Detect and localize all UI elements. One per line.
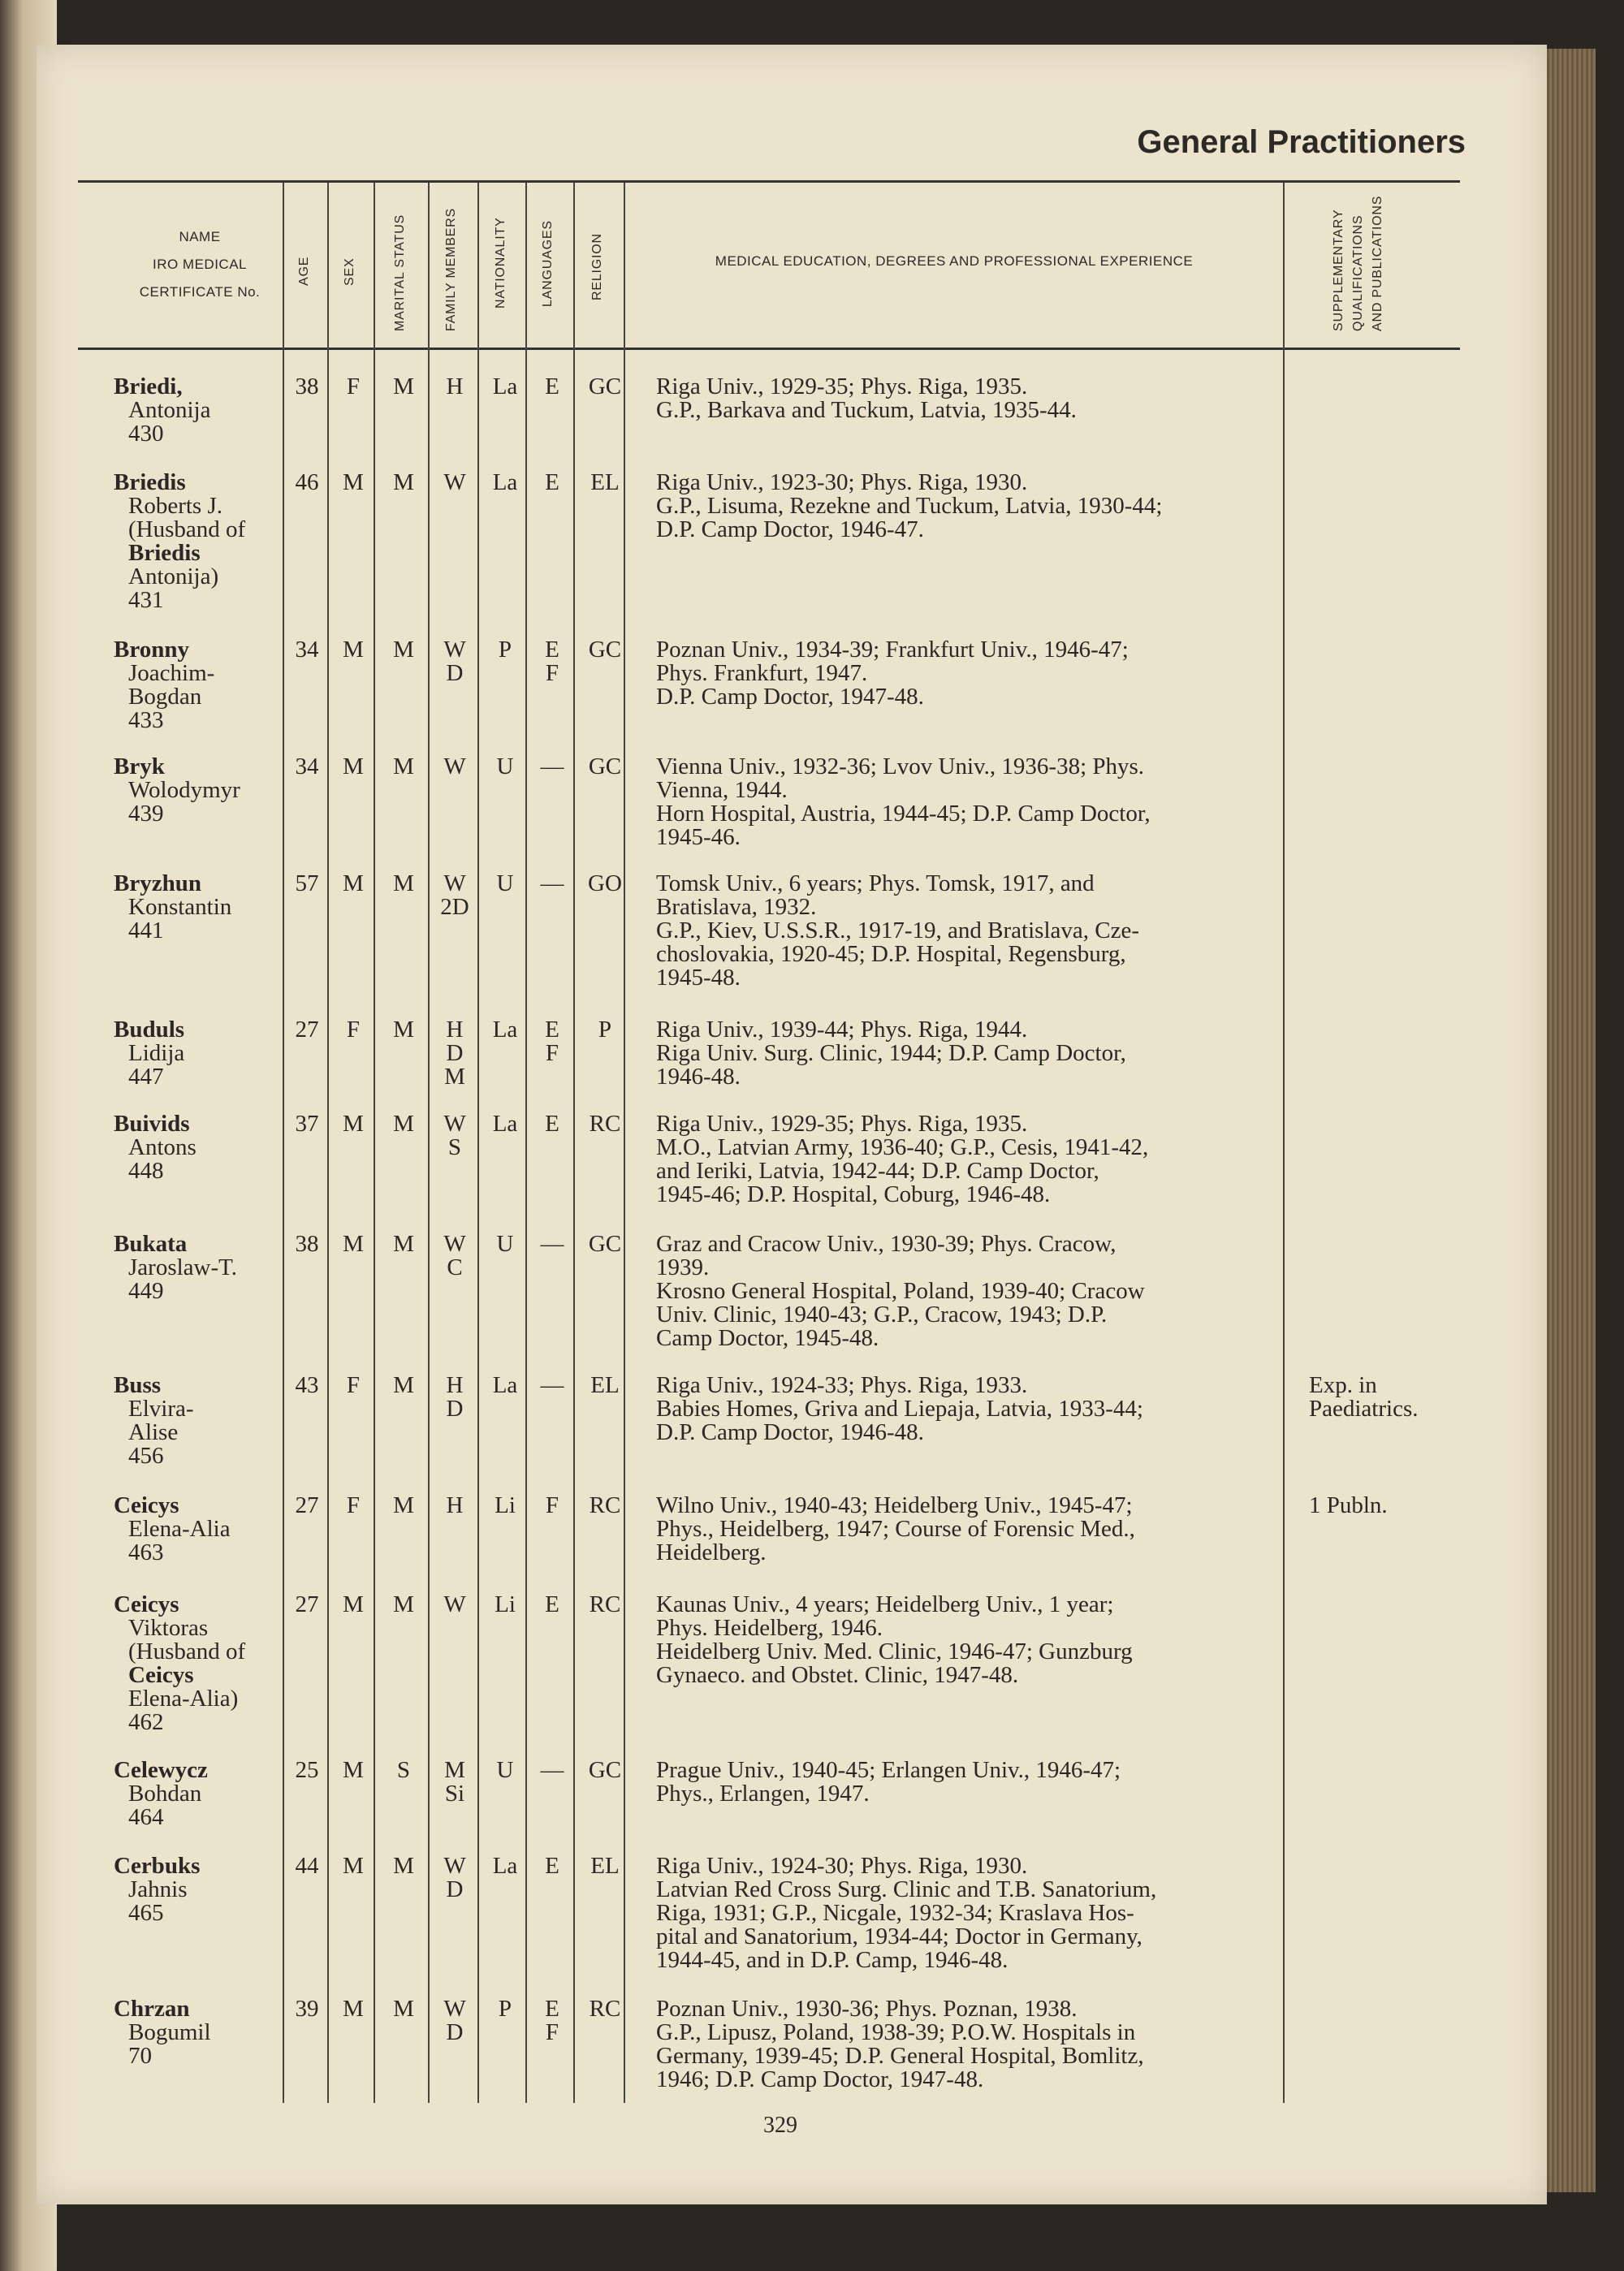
marital-cell: M: [393, 1591, 414, 1617]
surname: Chrzan: [114, 1996, 190, 2022]
family-cell: [430, 1593, 479, 1617]
education-line: Camp Doctor, 1945-48.: [656, 1325, 879, 1351]
sex-cell: F: [346, 373, 361, 399]
education-line: G.P., Lipusz, Poland, 1938-39; P.O.W. Hospitals in: [656, 2019, 1136, 2045]
surname: Celewycz: [114, 1757, 208, 1783]
family-cell: [430, 471, 479, 494]
name-cell: [114, 1759, 292, 1829]
age-cell: 27: [295, 1017, 319, 1043]
family-code: D: [446, 1876, 464, 1902]
language-code: —: [540, 870, 564, 896]
marital-cell: M: [393, 637, 414, 663]
sex-cell: M: [343, 1996, 364, 2022]
header-name-line: CERTIFICATE No.: [139, 284, 261, 300]
age-cell: 34: [295, 637, 319, 663]
header-religion: RELIGION: [590, 233, 604, 300]
education-line: Riga Univ., 1924-33; Phys. Riga, 1933.: [656, 1372, 1028, 1398]
certificate-number: 462: [128, 1709, 164, 1735]
education-line: Poznan Univ., 1934-39; Frankfurt Univ., 1946-47;: [656, 637, 1129, 663]
family-code: D: [446, 1396, 464, 1422]
education-line: Riga Univ., 1929-35; Phys. Riga, 1935.: [656, 1111, 1028, 1137]
given-name: Roberts J.: [128, 493, 222, 519]
name-cell: [114, 471, 292, 612]
age-cell: 46: [295, 469, 319, 495]
family-cell: [430, 1112, 479, 1159]
family-code: W: [443, 870, 466, 896]
age-cell: 39: [295, 1996, 319, 2022]
education-cell: [656, 1494, 1288, 1565]
religion-cell: GC: [588, 373, 622, 399]
sex-cell: M: [343, 753, 364, 779]
header-name-line: IRO MEDICAL: [152, 257, 248, 272]
religion-cell: GO: [588, 870, 622, 896]
header-name-line: NAME: [179, 229, 221, 244]
family-cell: [430, 755, 479, 779]
name-cell: [114, 1854, 292, 1925]
family-cell: [430, 1759, 479, 1806]
family-code: H: [446, 1372, 464, 1398]
family-code: C: [447, 1254, 463, 1280]
nationality-cell: La: [492, 1372, 518, 1398]
marital-cell: M: [393, 1111, 414, 1137]
education-line: Univ. Clinic, 1940-43; G.P., Cracow, 1943; D.P.: [656, 1302, 1108, 1328]
surname: Ceicys: [114, 1492, 179, 1518]
nationality-cell: U: [496, 1757, 514, 1783]
header-supplementary-line: AND PUBLICATIONS: [1371, 195, 1384, 331]
surname: Buss: [114, 1372, 162, 1398]
certificate-number: 464: [128, 1804, 164, 1830]
language-code: F: [545, 2019, 559, 2045]
name-cell: [114, 1374, 292, 1468]
family-code: W: [443, 1853, 466, 1879]
education-line: G.P., Lisuma, Rezekne and Tuckum, Latvia, 1930-44;: [656, 493, 1163, 519]
sex-cell: M: [343, 1591, 364, 1617]
education-line: D.P. Camp Doctor, 1947-48.: [656, 684, 924, 710]
education-line: Riga Univ., 1939-44; Phys. Riga, 1944.: [656, 1017, 1028, 1043]
language-code: E: [545, 637, 559, 663]
marital-cell: M: [393, 1996, 414, 2022]
header-supplementary-line: QUALIFICATIONS: [1351, 214, 1365, 331]
language-code: F: [545, 660, 559, 686]
surname: Bryzhun: [114, 870, 201, 896]
name-cell: [114, 755, 292, 826]
header-nationality: NATIONALITY: [494, 217, 508, 309]
education-line: Riga, 1931; G.P., Nicgale, 1932-34; Kraslava Hos-: [656, 1900, 1134, 1926]
languages-cell: [528, 1374, 577, 1397]
education-line: Heidelberg Univ. Med. Clinic, 1946-47; Gunzburg: [656, 1638, 1133, 1664]
family-code: D: [446, 2019, 464, 2045]
family-code: Si: [444, 1781, 465, 1807]
family-cell: [430, 1018, 479, 1089]
education-cell: [656, 1112, 1288, 1207]
education-line: Krosno General Hospital, Poland, 1939-40; Cracow: [656, 1278, 1145, 1304]
languages-cell: [528, 1593, 577, 1617]
given-name: Bogumil: [128, 2019, 211, 2045]
language-code: —: [540, 1372, 564, 1398]
education-line: Phys., Heidelberg, 1947; Course of Forensic Med.,: [656, 1516, 1135, 1542]
table-header-rule: [78, 348, 1460, 350]
given-name: Antons: [128, 1134, 197, 1160]
education-line: Kaunas Univ., 4 years; Heidelberg Univ., 1 year;: [656, 1591, 1114, 1617]
family-cell: [430, 375, 479, 399]
name-cell: [114, 1494, 292, 1565]
education-line: Heidelberg.: [656, 1539, 767, 1565]
given-name: Alise: [128, 1419, 179, 1445]
language-code: F: [545, 1040, 559, 1066]
sex-cell: M: [343, 1231, 364, 1257]
education-cell: [656, 375, 1288, 422]
family-code: W: [443, 1996, 466, 2022]
given-name: Elvira-: [128, 1396, 194, 1422]
languages-cell: [528, 1112, 577, 1136]
marital-cell: M: [393, 1492, 414, 1518]
surname: Bronny: [114, 637, 189, 663]
nationality-cell: La: [492, 373, 518, 399]
age-cell: 27: [295, 1591, 319, 1617]
languages-cell: [528, 1233, 577, 1256]
language-code: E: [545, 1591, 559, 1617]
education-line: G.P., Kiev, U.S.S.R., 1917-19, and Bratislava, Cze-: [656, 917, 1139, 943]
languages-cell: [528, 1759, 577, 1782]
education-line: Tomsk Univ., 6 years; Phys. Tomsk, 1917, and: [656, 870, 1095, 896]
name-cell: [114, 872, 292, 943]
name-cell: [114, 1593, 292, 1734]
religion-cell: EL: [590, 1372, 620, 1398]
education-line: Latvian Red Cross Surg. Clinic and T.B. Sanatorium,: [656, 1876, 1157, 1902]
name-cell: [114, 638, 292, 732]
sex-cell: F: [346, 1017, 361, 1043]
relation-note: Antonija): [128, 563, 219, 589]
languages-cell: [528, 1494, 577, 1518]
language-code: —: [540, 1231, 564, 1257]
marital-cell: M: [393, 1231, 414, 1257]
given-name: Wolodymyr: [128, 777, 240, 803]
relation-note: Elena-Alia): [128, 1686, 239, 1712]
header-education: MEDICAL EDUCATION, DEGREES AND PROFESSIONAL EXPERIENCE: [715, 253, 1194, 269]
certificate-number: 441: [128, 917, 164, 943]
family-code: W: [443, 637, 466, 663]
marital-cell: M: [393, 753, 414, 779]
certificate-number: 439: [128, 801, 164, 827]
family-code: W: [443, 1111, 466, 1137]
family-code: M: [444, 1064, 465, 1090]
language-code: E: [545, 1017, 559, 1043]
sex-cell: F: [346, 1492, 361, 1518]
header-age: AGE: [297, 256, 311, 286]
family-cell: [430, 1854, 479, 1902]
education-line: Vienna Univ., 1932-36; Lvov Univ., 1936-38; Phys.: [656, 753, 1145, 779]
family-code: W: [443, 469, 466, 495]
languages-cell: [528, 638, 577, 685]
education-line: Phys. Frankfurt, 1947.: [656, 660, 868, 686]
page-stack-edge: [1539, 49, 1596, 2192]
sex-cell: M: [343, 637, 364, 663]
header-name: [78, 219, 322, 310]
supplementary-line: 1 Publn.: [1309, 1492, 1388, 1518]
certificate-number: 448: [128, 1158, 164, 1184]
religion-cell: RC: [589, 1492, 621, 1518]
family-code: 2D: [440, 894, 469, 920]
header-family-members: FAMILY MEMBERS: [444, 208, 458, 331]
education-line: Graz and Cracow Univ., 1930-39; Phys. Cracow,: [656, 1231, 1116, 1257]
education-line: Bratislava, 1932.: [656, 894, 817, 920]
education-line: Germany, 1939-45; D.P. General Hospital, Bomlitz,: [656, 2043, 1144, 2069]
education-cell: [656, 1374, 1288, 1444]
education-line: Babies Homes, Griva and Liepaja, Latvia, 1933-44;: [656, 1396, 1143, 1422]
religion-cell: GC: [588, 1757, 622, 1783]
education-line: 1945-46.: [656, 824, 741, 850]
education-line: 1946; D.P. Camp Doctor, 1947-48.: [656, 2066, 984, 2092]
family-code: M: [444, 1757, 465, 1783]
nationality-cell: P: [498, 637, 512, 663]
family-code: H: [446, 373, 464, 399]
religion-cell: GC: [588, 637, 622, 663]
education-line: D.P. Camp Doctor, 1946-47.: [656, 516, 924, 542]
surname: Briedis: [114, 469, 186, 495]
given-name: Joachim-: [128, 660, 215, 686]
education-line: Phys., Erlangen, 1947.: [656, 1781, 870, 1807]
languages-cell: [528, 375, 577, 399]
nationality-cell: U: [496, 870, 514, 896]
section-title: General Practitioners: [1137, 124, 1466, 160]
religion-cell: P: [598, 1017, 612, 1043]
sex-cell: M: [343, 469, 364, 495]
education-line: Gynaeco. and Obstet. Clinic, 1947-48.: [656, 1662, 1019, 1688]
given-name: Viktoras: [128, 1615, 209, 1641]
education-line: D.P. Camp Doctor, 1946-48.: [656, 1419, 924, 1445]
education-line: and Ieriki, Latvia, 1942-44; D.P. Camp Doctor,: [656, 1158, 1099, 1184]
page-number: 329: [763, 2113, 797, 2138]
age-cell: 38: [295, 373, 319, 399]
education-cell: [656, 1593, 1288, 1687]
surname: Ceicys: [114, 1591, 179, 1617]
marital-cell: M: [393, 1853, 414, 1879]
education-cell: [656, 1233, 1288, 1350]
relation-name: Ceicys: [128, 1662, 194, 1688]
certificate-number: 456: [128, 1443, 164, 1469]
sex-cell: M: [343, 1757, 364, 1783]
family-code: W: [443, 753, 466, 779]
language-code: E: [545, 469, 559, 495]
education-line: Riga Univ., 1923-30; Phys. Riga, 1930.: [656, 469, 1028, 495]
language-code: E: [545, 1111, 559, 1137]
education-line: pital and Sanatorium, 1934-44; Doctor in Germany,: [656, 1923, 1142, 1949]
age-cell: 37: [295, 1111, 319, 1137]
education-cell: [656, 872, 1288, 990]
marital-cell: M: [393, 469, 414, 495]
marital-cell: M: [393, 1372, 414, 1398]
relation-note: (Husband of: [128, 516, 246, 542]
header-sex: SEX: [343, 257, 356, 286]
education-cell: [656, 1997, 1288, 2092]
education-cell: [656, 1854, 1288, 1972]
family-cell: [430, 638, 479, 685]
religion-cell: RC: [589, 1111, 621, 1137]
languages-cell: [528, 755, 577, 779]
nationality-cell: La: [492, 1853, 518, 1879]
age-cell: 27: [295, 1492, 319, 1518]
religion-cell: GC: [588, 1231, 622, 1257]
education-line: Horn Hospital, Austria, 1944-45; D.P. Camp Doctor,: [656, 801, 1151, 827]
education-line: 1939.: [656, 1254, 710, 1280]
family-code: W: [443, 1591, 466, 1617]
name-cell: [114, 1112, 292, 1183]
certificate-number: 465: [128, 1900, 164, 1926]
nationality-cell: P: [498, 1996, 512, 2022]
given-name: Konstantin: [128, 894, 232, 920]
education-line: 1944-45, and in D.P. Camp, 1946-48.: [656, 1947, 1009, 1973]
supplementary-cell: [1309, 1494, 1488, 1518]
given-name: Bogdan: [128, 684, 202, 710]
surname: Briedi,: [114, 373, 183, 399]
surname: Cerbuks: [114, 1853, 201, 1879]
age-cell: 57: [295, 870, 319, 896]
certificate-number: 449: [128, 1278, 164, 1304]
religion-cell: RC: [589, 1591, 621, 1617]
name-cell: [114, 1997, 292, 2068]
marital-cell: M: [393, 870, 414, 896]
language-code: F: [545, 1492, 559, 1518]
given-name: Jaroslaw-T.: [128, 1254, 237, 1280]
marital-cell: M: [393, 1017, 414, 1043]
certificate-number: 447: [128, 1064, 164, 1090]
name-cell: [114, 1233, 292, 1303]
relation-name: Briedis: [128, 540, 201, 566]
religion-cell: RC: [589, 1996, 621, 2022]
certificate-number: 430: [128, 421, 164, 447]
given-name: Elena-Alia: [128, 1516, 231, 1542]
supplementary-line: Paediatrics.: [1309, 1396, 1419, 1422]
education-line: Riga Univ., 1929-35; Phys. Riga, 1935.: [656, 373, 1028, 399]
family-cell: [430, 1997, 479, 2044]
family-cell: [430, 872, 479, 919]
certificate-number: 433: [128, 707, 164, 733]
certificate-number: 431: [128, 587, 164, 613]
education-line: Riga Univ. Surg. Clinic, 1944; D.P. Camp Doctor,: [656, 1040, 1126, 1066]
education-cell: [656, 1759, 1288, 1806]
nationality-cell: Li: [495, 1492, 516, 1518]
nationality-cell: U: [496, 1231, 514, 1257]
family-cell: [430, 1233, 479, 1280]
education-line: 1945-48.: [656, 965, 741, 991]
education-line: Poznan Univ., 1930-36; Phys. Poznan, 1938.: [656, 1996, 1078, 2022]
surname: Buivids: [114, 1111, 190, 1137]
family-code: D: [446, 1040, 464, 1066]
language-code: —: [540, 1757, 564, 1783]
languages-cell: [528, 1854, 577, 1878]
education-line: Prague Univ., 1940-45; Erlangen Univ., 1946-47;: [656, 1757, 1121, 1783]
age-cell: 44: [295, 1853, 319, 1879]
education-cell: [656, 471, 1288, 542]
religion-cell: EL: [590, 469, 620, 495]
header-marital-status: MARITAL STATUS: [393, 214, 407, 331]
header-supplementary-line: SUPPLEMENTARY: [1332, 209, 1345, 331]
sex-cell: M: [343, 870, 364, 896]
language-code: —: [540, 753, 564, 779]
marital-cell: S: [396, 1757, 411, 1783]
family-code: H: [446, 1017, 464, 1043]
education-line: Wilno Univ., 1940-43; Heidelberg Univ., 1945-47;: [656, 1492, 1133, 1518]
family-cell: [430, 1494, 479, 1518]
given-name: Antonija: [128, 397, 211, 423]
nationality-cell: U: [496, 753, 514, 779]
certificate-number: 70: [128, 2043, 152, 2069]
language-code: E: [545, 1853, 559, 1879]
nationality-cell: La: [492, 1111, 518, 1137]
surname: Bryk: [114, 753, 165, 779]
age-cell: 43: [295, 1372, 319, 1398]
surname: Buduls: [114, 1017, 185, 1043]
table-top-rule: [78, 180, 1460, 183]
marital-cell: M: [393, 373, 414, 399]
education-line: Riga Univ., 1924-30; Phys. Riga, 1930.: [656, 1853, 1028, 1879]
education-line: Vienna, 1944.: [656, 777, 788, 803]
given-name: Jahnis: [128, 1876, 188, 1902]
languages-cell: [528, 1018, 577, 1065]
given-name: Lidija: [128, 1040, 185, 1066]
supplementary-cell: [1309, 1374, 1488, 1421]
language-code: E: [545, 1996, 559, 2022]
age-cell: 34: [295, 753, 319, 779]
education-cell: [656, 638, 1288, 709]
surname: Bukata: [114, 1231, 188, 1257]
sex-cell: M: [343, 1111, 364, 1137]
religion-cell: GC: [588, 753, 622, 779]
education-line: Phys. Heidelberg, 1946.: [656, 1615, 883, 1641]
sex-cell: F: [346, 1372, 361, 1398]
certificate-number: 463: [128, 1539, 164, 1565]
family-code: H: [446, 1492, 464, 1518]
family-code: S: [447, 1134, 462, 1160]
nationality-cell: La: [492, 1017, 518, 1043]
education-line: 1945-46; D.P. Hospital, Coburg, 1946-48.: [656, 1181, 1051, 1207]
family-code: D: [446, 660, 464, 686]
relation-note: (Husband of: [128, 1638, 246, 1664]
name-cell: [114, 1018, 292, 1089]
education-cell: [656, 755, 1288, 849]
education-line: choslovakia, 1920-45; D.P. Hospital, Regensburg,: [656, 941, 1126, 967]
languages-cell: [528, 1997, 577, 2044]
language-code: E: [545, 373, 559, 399]
family-code: W: [443, 1231, 466, 1257]
given-name: Bohdan: [128, 1781, 202, 1807]
nationality-cell: La: [492, 469, 518, 495]
education-line: 1946-48.: [656, 1064, 741, 1090]
education-line: G.P., Barkava and Tuckum, Latvia, 1935-44.: [656, 397, 1077, 423]
nationality-cell: Li: [495, 1591, 516, 1617]
languages-cell: [528, 872, 577, 896]
supplementary-line: Exp. in: [1309, 1372, 1377, 1398]
education-line: M.O., Latvian Army, 1936-40; G.P., Cesis, 1941-42,: [656, 1134, 1149, 1160]
religion-cell: EL: [590, 1853, 620, 1879]
sex-cell: M: [343, 1853, 364, 1879]
family-cell: [430, 1374, 479, 1421]
education-cell: [656, 1018, 1288, 1089]
name-cell: [114, 375, 292, 446]
languages-cell: [528, 471, 577, 494]
age-cell: 38: [295, 1231, 319, 1257]
age-cell: 25: [295, 1757, 319, 1783]
header-languages: LANGUAGES: [541, 220, 555, 307]
